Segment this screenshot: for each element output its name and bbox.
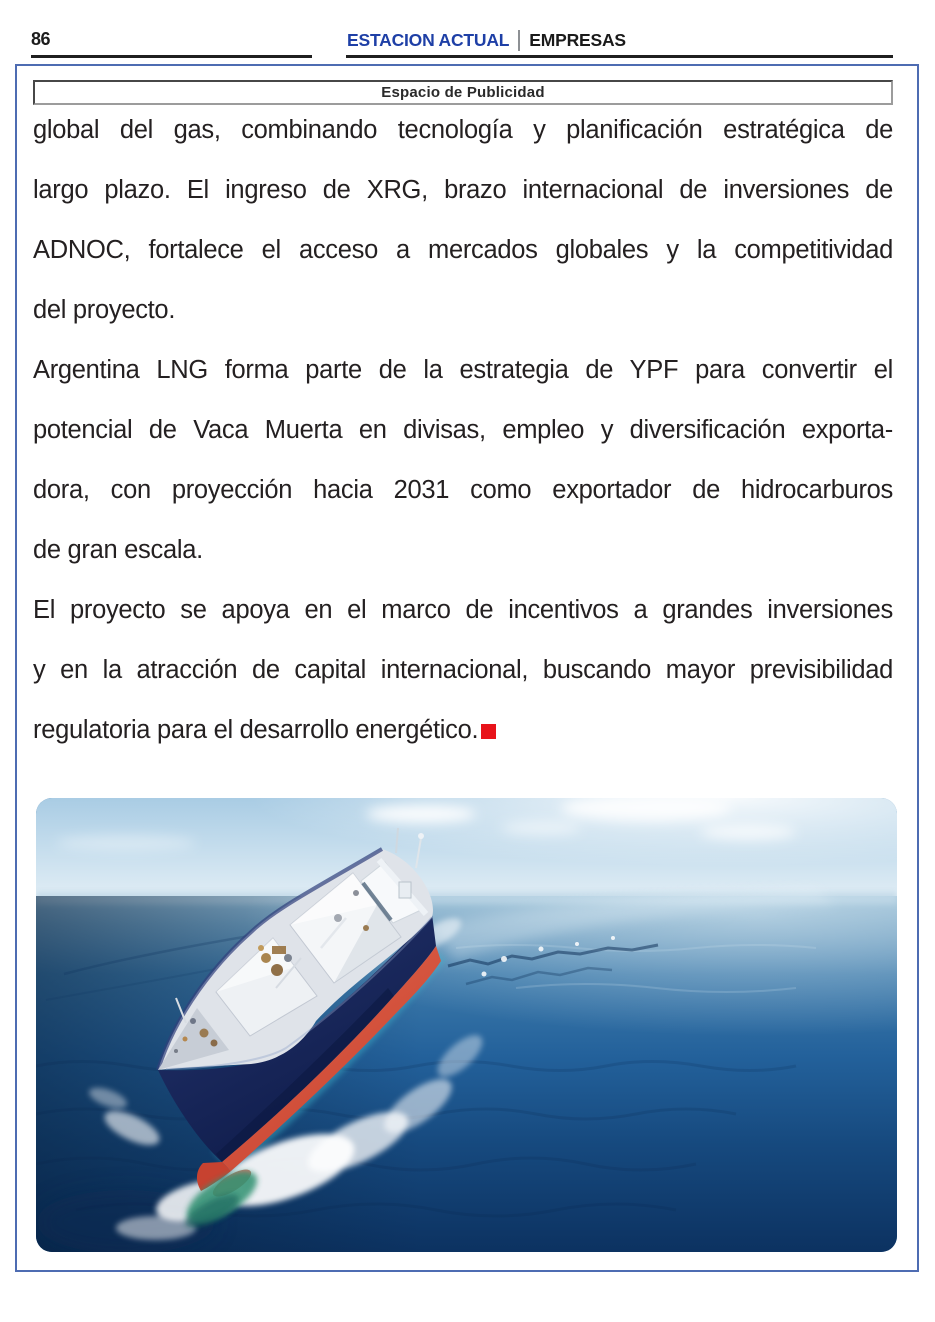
article-line: ADNOC, fortalece el acceso a mercados globales y la competitividad (33, 236, 893, 264)
article-text (33, 100, 893, 760)
article-line (33, 700, 893, 760)
article-line: del proyecto. (33, 296, 176, 324)
header-divider (518, 30, 520, 51)
section-title: EMPRESAS (529, 30, 626, 50)
article-line: El proyecto se apoya en el marco de incentivos a grandes inversiones (33, 596, 893, 624)
article-line: global del gas, combinando tecnología y planificación estratégica de (33, 116, 893, 144)
article-line-text: regulatoria para el desarrollo energético. (33, 716, 479, 744)
page-number-rule (31, 55, 312, 58)
article-line: potencial de Vaca Muerta en divisas, empleo y diversificación exporta- (33, 416, 893, 444)
running-header (347, 30, 626, 51)
article-line: Argentina LNG forma parte de la estrategia de YPF para convertir el (33, 356, 893, 384)
article-line: y en la atracción de capital internacional, buscando mayor previsibilidad (33, 656, 893, 684)
header-rule (346, 55, 893, 58)
article-line: de gran escala. (33, 536, 203, 564)
page-number: 86 (31, 29, 51, 49)
article-line: dora, con proyección hacia 2031 como exportador de hidrocarburos (33, 476, 893, 504)
lng-tanker-photo-illustration (36, 798, 897, 1252)
article-end-mark (481, 724, 496, 739)
article-line: largo plazo. El ingreso de XRG, brazo internacional de inversiones de (33, 176, 893, 204)
ad-banner-label: Espacio de Publicidad (381, 84, 545, 101)
magazine-title: ESTACION ACTUAL (347, 30, 510, 50)
lng-tanker-photo (36, 798, 897, 1252)
